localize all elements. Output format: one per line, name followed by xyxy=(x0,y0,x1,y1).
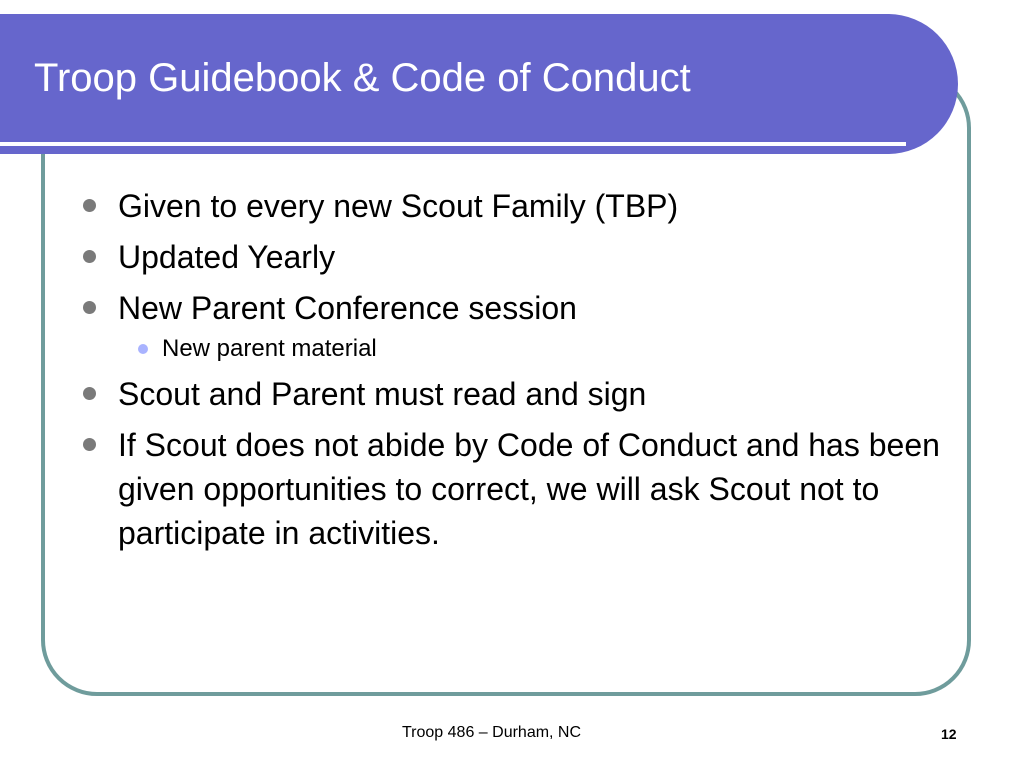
bullet-dot-icon xyxy=(83,438,96,451)
sub-bullet-list xyxy=(118,333,958,365)
bullet-text: New Parent Conference session xyxy=(118,290,577,326)
bullet-item xyxy=(78,423,958,555)
bullet-text: Scout and Parent must read and sign xyxy=(118,376,647,412)
bullet-dot-icon xyxy=(83,301,96,314)
bullet-text: If Scout does not abide by Code of Conduct and has been given opportunities to correct, we will ask Scout not to participate in activities. xyxy=(118,427,940,551)
bullet-dot-icon xyxy=(83,387,96,400)
bullet-text: Updated Yearly xyxy=(118,239,336,275)
bullet-dot-icon xyxy=(83,250,96,263)
bullet-list xyxy=(78,184,958,555)
sub-bullet-item xyxy=(118,333,958,365)
bullet-item xyxy=(78,184,958,228)
sub-bullet-dot-icon xyxy=(138,344,148,354)
bullet-text: Given to every new Scout Family (TBP) xyxy=(118,188,679,224)
slide-body xyxy=(78,184,958,562)
footer-text: Troop 486 – Durham, NC xyxy=(402,724,582,741)
bullet-dot-icon xyxy=(83,199,96,212)
bullet-item xyxy=(78,235,958,279)
bullet-item xyxy=(78,372,958,416)
bullet-item xyxy=(78,286,958,365)
title-underline xyxy=(0,142,906,146)
slide-title: Troop Guidebook & Code of Conduct xyxy=(34,56,691,100)
page-number: 12 xyxy=(941,726,957,742)
sub-bullet-text: New parent material xyxy=(162,335,377,362)
